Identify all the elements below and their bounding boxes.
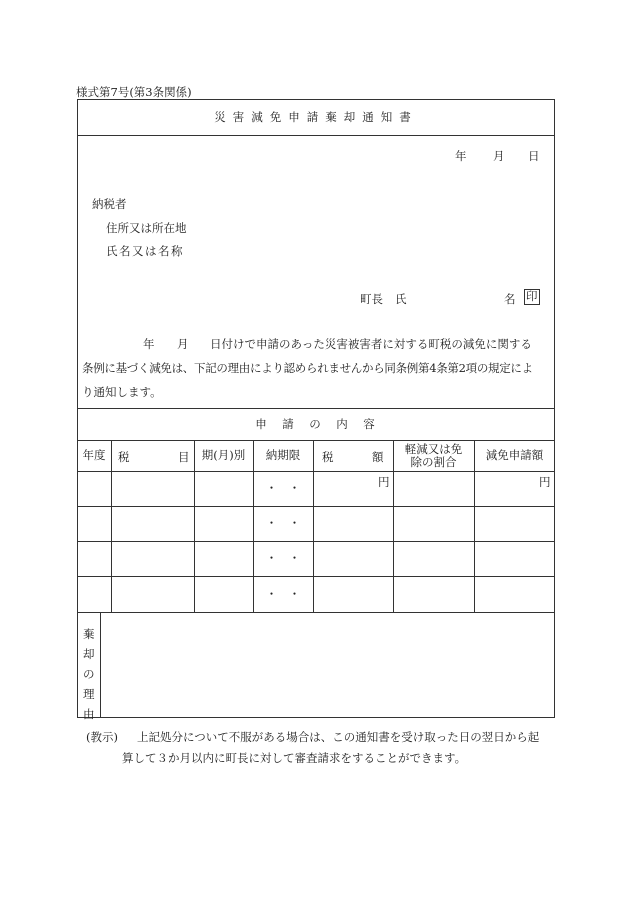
col-header-tax-amount-left: 税 [322,450,334,464]
row-line [77,506,555,507]
notice-label: (教示) [86,730,118,744]
col-header-period: 期(月)別 [201,448,246,463]
reason-char: 棄 [83,627,95,641]
notice-line2: 算して３か月以内に町長に対して審査請求をすることができます。 [122,751,467,765]
yen-unit-tax: 円 [378,475,390,489]
body-year: 年 [143,337,155,351]
date-month: 月 [493,149,505,163]
document-title: 災害減免申請棄却通知書 [214,109,418,124]
col-header-ratio-line2: 除の割合 [410,454,457,469]
col-header-deadline: 納期限 [265,448,301,463]
issuer-suffix: 氏 [395,292,407,306]
row-line [77,541,555,542]
col-header-ratio-line1: 軽減又は免 [404,441,463,456]
col-header-tax-amount-right: 額 [372,450,384,464]
row-line [77,576,555,577]
title-divider [77,135,555,136]
issuer-name-char: 名 [504,292,516,306]
date-day: 日 [528,149,540,163]
body-month: 月 [177,337,189,351]
body-line1: 日付けで申請のあった災害被害者に対する町税の減免に関する [210,337,532,351]
col-header-tax-item-left: 税 [118,450,130,464]
issuer-title: 町長 [360,292,383,306]
section-header: 申 請 の 内 容 [255,416,377,431]
col-header-tax-item-right: 目 [178,450,190,464]
reason-char: 由 [83,707,95,721]
deadline-cell: ・ ・ [265,516,301,531]
taxpayer-heading: 納税者 [92,197,127,211]
yen-unit-request: 円 [539,475,551,489]
col-header-requested: 減免申請額 [485,448,544,463]
row-line [77,612,555,613]
col-header-year: 年度 [82,448,106,463]
seal-mark: 印 [526,289,538,303]
body-line2: 条例に基づく減免は、下記の理由により認められませんから同条例第4条第2項の規定によ [82,361,533,375]
deadline-cell: ・ ・ [265,481,301,496]
notice-line1: 上記処分について不服がある場合は、この通知書を受け取った日の翌日から起 [137,730,540,744]
body-line3: り通知します。 [82,385,162,399]
reason-char: 理 [83,687,95,701]
reason-divider [100,612,101,718]
col-line [313,440,314,612]
name-label: 氏名又は名称 [106,244,184,258]
date-year: 年 [455,149,467,163]
col-line [111,440,112,612]
row-line [77,471,555,472]
deadline-cell: ・ ・ [265,586,301,601]
deadline-cell: ・ ・ [265,551,301,566]
address-label: 住所又は所在地 [106,221,187,235]
reason-char: の [83,667,95,681]
reason-char: 却 [83,647,95,661]
form-label: 様式第7号(第3条関係) [76,85,192,99]
